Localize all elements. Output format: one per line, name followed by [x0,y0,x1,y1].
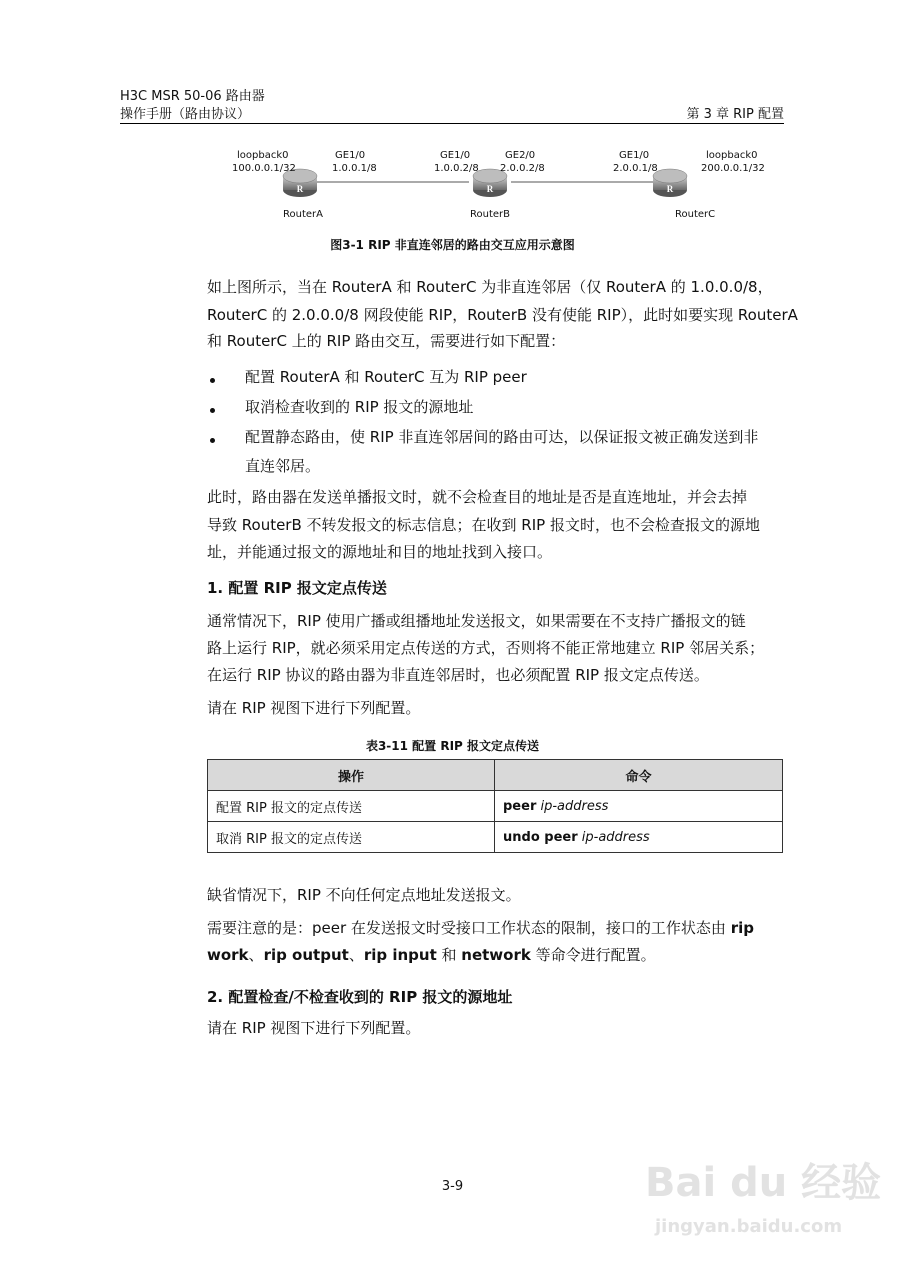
cmd-keyword: peer [503,798,537,814]
router-a-if-ip: 1.0.0.1/8 [332,163,377,174]
bullet-dot [210,408,215,413]
para5: 缺省情况下，RIP 不向任何定点地址发送报文。 [207,886,521,904]
para6-kw-work: work [207,946,249,964]
header-chapter: 第 3 章 RIP 配置 [686,107,784,122]
cmd-keyword: undo peer [503,829,578,845]
para6-line-2 [207,940,656,971]
router-a-if-name: GE1/0 [335,150,366,161]
intro-line-3: 和 RouterC 上的 RIP 路由交互，需要进行如下配置： [207,332,566,350]
para3-line-1: 通常情况下，RIP 使用广播或组播地址发送报文，如果需要在不支持广播报文的链 [207,612,746,630]
para6-kw-rip: rip [730,919,754,937]
router-c-lb-name: loopback0 [706,150,758,161]
bullet-dot [210,438,215,443]
router-c-icon [653,169,687,197]
para4: 请在 RIP 视图下进行下列配置。 [207,699,421,717]
header-rule [120,123,784,124]
para6-kw-rip-output: rip output [263,946,349,964]
table-row [208,791,783,822]
para3-line-3: 在运行 RIP 协议的路由器为非直连邻居时，也必须配置 RIP 报文定点传送。 [207,666,709,684]
watermark-logo: Bai du 经验 [645,1160,882,1206]
header-product: H3C MSR 50-06 路由器 [120,89,265,104]
router-c-if-name: GE1/0 [619,150,650,161]
bullet-item-3-cont: 直连邻居。 [245,457,321,475]
section2-title: 2. 配置检查/不检查收到的 RIP 报文的源地址 [207,988,513,1006]
router-b-if2-ip: 2.0.0.2/8 [500,163,545,174]
cmd-param: ip-address [581,829,650,845]
bullet-item-1: 配置 RouterA 和 RouterC 互为 RIP peer [245,368,527,386]
router-b-if1-ip: 1.0.0.2/8 [434,163,479,174]
config-table [207,759,783,853]
para6-end: 等命令进行配置。 [530,946,656,964]
para2-line-3: 址，并能通过报文的源地址和目的地址找到入接口。 [207,543,553,561]
section1-title: 1. 配置 RIP 报文定点传送 [207,579,387,597]
cmd-param: ip-address [540,798,609,814]
router-b-if1-name: GE1/0 [440,150,471,161]
svg-text:R: R [666,184,674,194]
router-c-lb-ip: 200.0.0.1/32 [701,163,765,174]
table-caption: 表3-11 配置 RIP 报文定点传送 [365,739,540,753]
para6-mid: 和 [436,946,462,964]
para6-kw-network: network [461,946,531,964]
para6-text-a: 需要注意的是：peer 在发送报文时受接口工作状态的限制，接口的工作状态由 [207,919,731,937]
watermark-url: jingyan.baidu.com [655,1216,843,1237]
router-c-name: RouterC [675,209,716,220]
svg-text:R: R [486,184,494,194]
table-cell-op: 配置 RIP 报文的定点传送 [208,791,495,822]
table-cell-cmd [495,791,783,822]
intro-line-1: 如上图所示，当在 RouterA 和 RouterC 为非直连邻居（仅 RouterA 的 1.0.0.0/8， [207,278,773,296]
router-a-lb-ip: 100.0.0.1/32 [232,163,296,174]
router-c-if-ip: 2.0.0.1/8 [613,163,658,174]
table-cell-op: 取消 RIP 报文的定点传送 [208,822,495,853]
table-cell-cmd [495,822,783,853]
para2-line-1: 此时，路由器在发送单播报文时，就不会检查目的地址是否是直连地址，并会去掉 [207,488,748,506]
router-b-name: RouterB [470,209,510,220]
table-header-op: 操作 [208,760,495,791]
para6-sep: 、 [248,946,264,964]
bullet-dot [210,378,215,383]
para6-sep: 、 [348,946,364,964]
page-number: 3-9 [441,1179,464,1194]
header-manual: 操作手册（路由协议） [120,107,251,122]
para2-line-2: 导致 RouterB 不转发报文的标志信息；在收到 RIP 报文时，也不会检查报文的源地 [207,516,760,534]
router-b-if2-name: GE2/0 [505,150,536,161]
para6-kw-rip-input: rip input [363,946,437,964]
para7: 请在 RIP 视图下进行下列配置。 [207,1019,421,1037]
table-header-cmd: 命令 [495,760,783,791]
router-a-name: RouterA [283,209,323,220]
bullet-item-2: 取消检查收到的 RIP 报文的源地址 [245,398,474,416]
para3-line-2: 路上运行 RIP，就必须采用定点传送的方式，否则将不能正常地建立 RIP 邻居关系； [207,639,765,657]
intro-line-2: RouterC 的 2.0.0.0/8 网段使能 RIP，RouterB 没有使能 RIP），此时如要实现 RouterA [207,306,798,324]
table-row [208,822,783,853]
figure-caption: 图3-1 RIP 非直连邻居的路由交互应用示意图 [330,238,575,252]
bullet-item-3: 配置静态路由，使 RIP 非直连邻居间的路由可达，以保证报文被正确发送到非 [245,428,759,446]
svg-text:R: R [296,184,304,194]
table-header-row [208,760,783,791]
router-a-lb-name: loopback0 [237,150,289,161]
